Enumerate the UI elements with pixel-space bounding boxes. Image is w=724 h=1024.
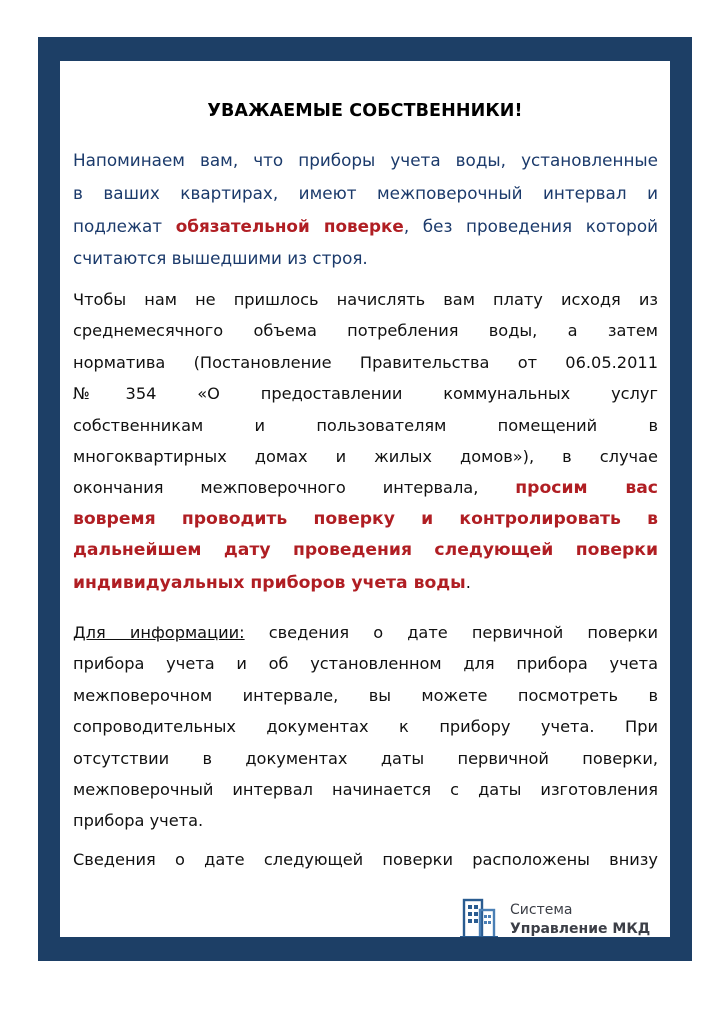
text-line: прибора учета. bbox=[73, 811, 204, 831]
text-line: многоквартирных домах и жилых домов»), в случае bbox=[73, 446, 658, 466]
logo-text-line2: Управление МКД bbox=[510, 921, 651, 937]
text-line: межповерочный интервал начинается с даты изготовления bbox=[73, 779, 658, 799]
request-paragraph bbox=[73, 284, 658, 598]
text-line: Для информации: сведения о дате первичной поверки bbox=[73, 623, 658, 642]
text-line: прибора учета и об установленном для прибора учета bbox=[73, 654, 658, 674]
text-line: сопроводительных документах к прибору учета. При bbox=[73, 717, 658, 737]
location-paragraph bbox=[73, 844, 658, 875]
intro-line: Напоминаем вам, что приборы учета воды, установленные bbox=[73, 150, 658, 170]
text-line: окончания межповерочного интервала, просим вас bbox=[73, 478, 658, 499]
highlight-request: просим вас bbox=[515, 478, 658, 499]
page-title: УВАЖАЕМЫЕ СОБСТВЕННИКИ! bbox=[207, 101, 523, 121]
text-line: среднемесячного объема потребления воды, а затем bbox=[73, 321, 658, 341]
text-line: Сведения о дате следующей поверки расположены внизу bbox=[73, 850, 658, 869]
text-line: норматива (Постановление Правительства от 06.05.2011 bbox=[73, 352, 658, 372]
highlight-mandatory-check: обязательной поверке bbox=[175, 215, 404, 236]
intro-paragraph bbox=[73, 144, 658, 275]
notice-sheet bbox=[60, 61, 670, 937]
intro-line: в ваших квартирах, имеют межповерочный интервал и bbox=[73, 182, 658, 203]
info-paragraph bbox=[73, 617, 658, 837]
highlight-line: вовремя проводить поверку и контролировать в bbox=[73, 508, 658, 529]
highlight-line: дальнейшем дату проведения следующей поверки bbox=[73, 540, 658, 561]
intro-line: подлежат обязательной поверке, без проведения которой bbox=[73, 215, 658, 236]
building-icon bbox=[458, 898, 500, 937]
page-frame bbox=[38, 37, 692, 961]
text-line: межповерочном интервале, вы можете посмотреть в bbox=[73, 685, 658, 705]
text-line: собственникам и пользователям помещений в bbox=[73, 415, 658, 435]
text-line: Чтобы нам не пришлось начислять вам плату исходя из bbox=[73, 290, 658, 309]
intro-line: считаются вышедшими из строя. bbox=[73, 248, 368, 269]
text-line: №354 «О предоставлении коммунальных услуг bbox=[73, 384, 658, 404]
text-line: отсутствии в документах даты первичной поверки, bbox=[73, 748, 658, 768]
highlight-line: индивидуальных приборов учета воды. bbox=[73, 572, 471, 593]
logo-text-line1: Система bbox=[510, 902, 573, 918]
info-label: Для информации: bbox=[73, 623, 245, 642]
company-logo bbox=[458, 898, 670, 937]
